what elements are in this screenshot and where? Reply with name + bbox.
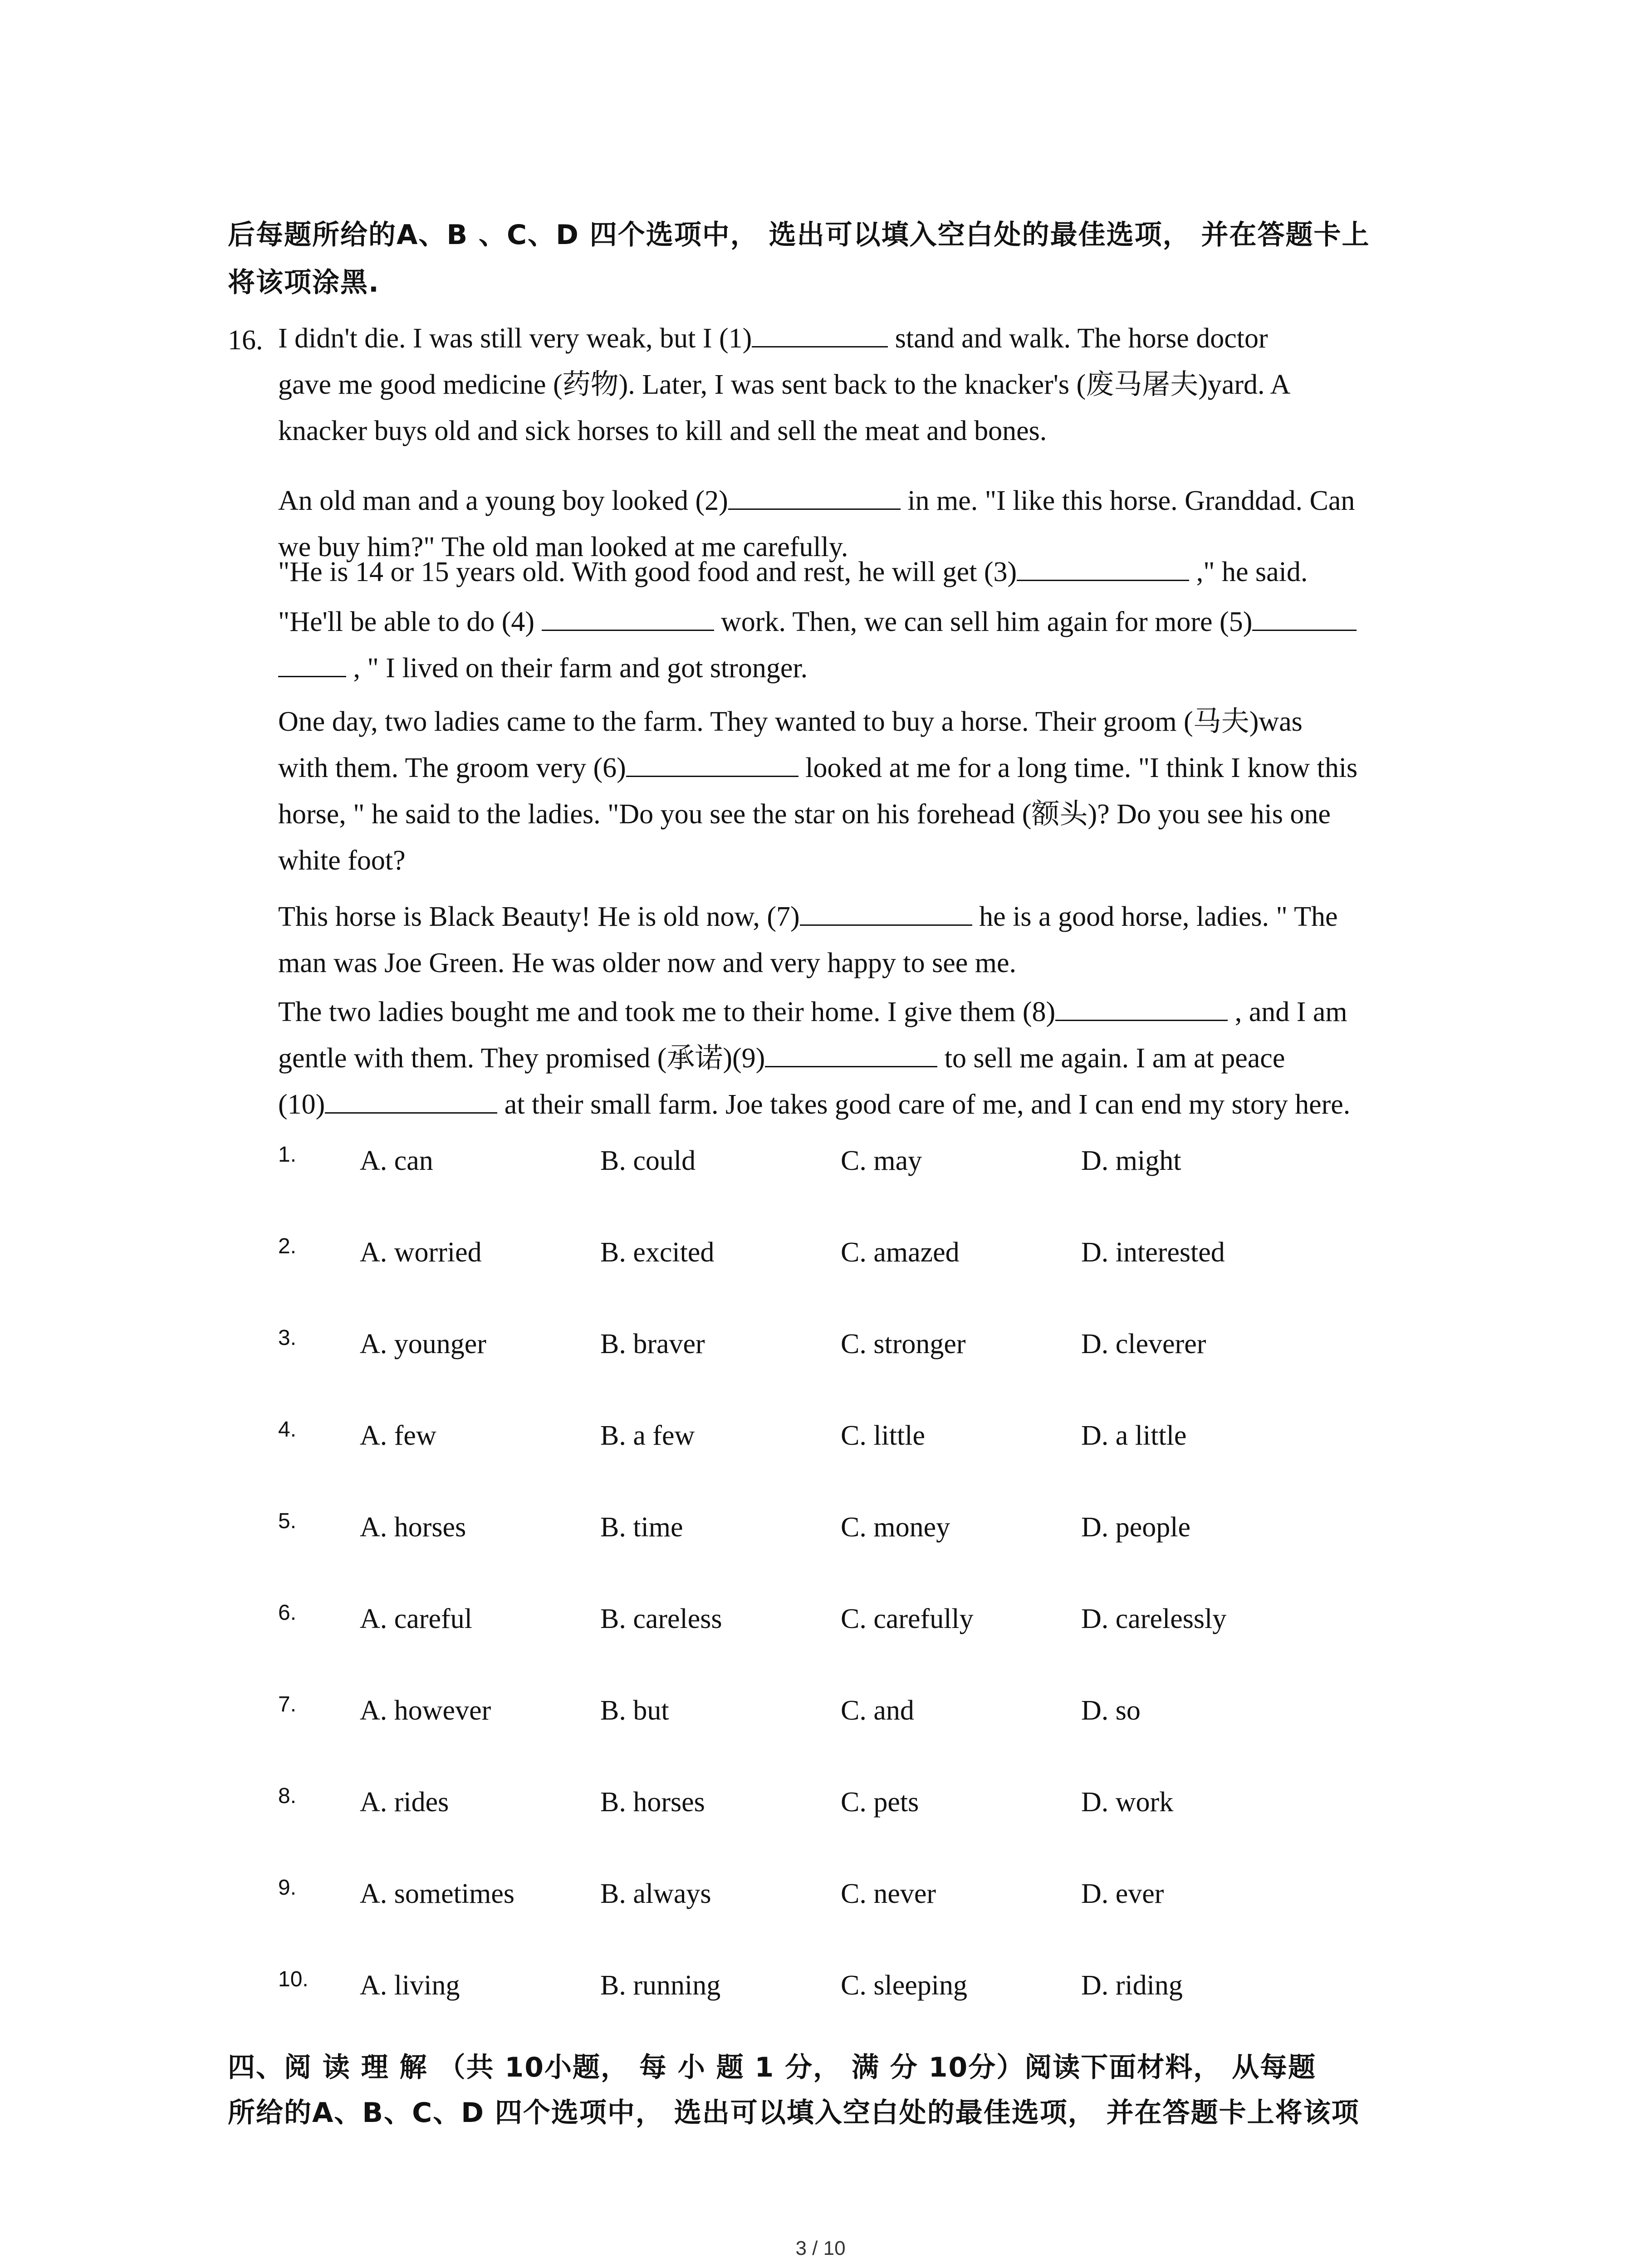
option-row bbox=[278, 1234, 1412, 1277]
answer-blank bbox=[278, 648, 346, 677]
option-c[interactable]: C. amazed bbox=[841, 1237, 960, 1268]
option-b[interactable]: B. careless bbox=[600, 1603, 722, 1634]
passage-text: gave me good medicine (药物). Later, I was sent back to the knacker's (废马屠夫)yard. A bbox=[278, 369, 1291, 400]
page-number: 3 / 10 bbox=[795, 2237, 846, 2259]
passage-text: he is a good horse, ladies. " The bbox=[972, 901, 1338, 932]
option-row bbox=[278, 1603, 1412, 1644]
option-b[interactable]: B. a few bbox=[600, 1420, 695, 1451]
option-row bbox=[278, 1786, 1412, 1827]
option-c[interactable]: C. stronger bbox=[841, 1329, 966, 1359]
answer-blank bbox=[542, 601, 714, 631]
option-c[interactable]: C. little bbox=[841, 1420, 925, 1451]
option-b[interactable]: B. always bbox=[600, 1878, 711, 1909]
option-c[interactable]: C. sleeping bbox=[841, 1970, 967, 2001]
option-a[interactable]: A. few bbox=[360, 1420, 436, 1451]
passage-text: This horse is Black Beauty! He is old now, (7) bbox=[278, 901, 800, 932]
option-b[interactable]: B. excited bbox=[600, 1237, 715, 1268]
instruction-line-1: 后每题所给的A、B 、C、D 四个选项中， 选出可以填入空白处的最佳选项， 并在答题卡上 bbox=[228, 219, 1370, 251]
passage-text: we buy him?" The old man looked at me carefully. bbox=[278, 532, 848, 562]
answer-blank bbox=[626, 748, 798, 777]
option-d[interactable]: D. a little bbox=[1081, 1420, 1187, 1451]
passage-text: ," he said. bbox=[1189, 557, 1308, 587]
option-d[interactable]: D. so bbox=[1081, 1695, 1141, 1726]
instruction-line-2: 将该项涂黑. bbox=[228, 267, 380, 298]
option-d[interactable]: D. work bbox=[1081, 1787, 1174, 1818]
option-a[interactable]: A. sometimes bbox=[360, 1878, 514, 1909]
question-number: 16. bbox=[228, 325, 263, 356]
option-a[interactable]: A. younger bbox=[360, 1329, 486, 1359]
passage-text: knacker buys old and sick horses to kill and sell the meat and bones. bbox=[278, 415, 1047, 446]
option-d[interactable]: D. might bbox=[1081, 1145, 1181, 1176]
answer-blank bbox=[728, 480, 901, 510]
answer-blank bbox=[1252, 601, 1357, 631]
option-a[interactable]: A. horses bbox=[360, 1512, 466, 1543]
option-c[interactable]: C. pets bbox=[841, 1787, 919, 1818]
passage-paragraph bbox=[278, 599, 1503, 691]
option-c[interactable]: C. and bbox=[841, 1695, 914, 1726]
passage-text: horse, " he said to the ladies. "Do you see the star on his forehead (额头)? Do you see his one bbox=[278, 799, 1331, 830]
passage-paragraph bbox=[278, 549, 1503, 595]
option-row bbox=[278, 1878, 1412, 1919]
passage-paragraph bbox=[278, 699, 1503, 884]
passage-text: work. Then, we can sell him again for more (5) bbox=[714, 606, 1253, 637]
option-row bbox=[278, 1967, 1412, 2010]
passage-text: white foot? bbox=[278, 845, 406, 876]
option-a[interactable]: A. rides bbox=[360, 1787, 449, 1818]
section-four-line-2: 所给的A、B、C、D 四个选项中， 选出可以填入空白处的最佳选项， 并在答题卡上将该项 bbox=[228, 2097, 1360, 2129]
option-b[interactable]: B. running bbox=[600, 1970, 721, 2001]
answer-blank bbox=[752, 318, 888, 347]
option-row bbox=[278, 1145, 1412, 1186]
passage-text: One day, two ladies came to the farm. They wanted to buy a horse. Their groom (马夫)was bbox=[278, 706, 1303, 737]
option-number: 8. bbox=[278, 1784, 297, 1808]
option-a[interactable]: A. worried bbox=[360, 1237, 482, 1268]
passage-text: "He'll be able to do (4) bbox=[278, 606, 542, 637]
option-b[interactable]: B. but bbox=[600, 1695, 669, 1726]
option-row bbox=[278, 1511, 1412, 1552]
option-number: 1. bbox=[278, 1143, 297, 1167]
passage-text: in me. "I like this horse. Granddad. Can bbox=[900, 485, 1355, 516]
passage-text: man was Joe Green. He was older now and very happy to see me. bbox=[278, 948, 1016, 978]
passage-text: An old man and a young boy looked (2) bbox=[278, 485, 728, 516]
passage-paragraph bbox=[278, 894, 1503, 986]
option-c[interactable]: C. never bbox=[841, 1878, 936, 1909]
passage-paragraph bbox=[278, 315, 1503, 454]
section-four-line-1: 四、阅 读 理 解 （共 10小题， 每 小 题 1 分， 满 分 10分）阅读下面材料， 从每题 bbox=[228, 2052, 1317, 2083]
option-number: 6. bbox=[278, 1601, 297, 1625]
passage-text: to sell me again. I am at peace bbox=[937, 1043, 1285, 1074]
option-number: 3. bbox=[278, 1326, 297, 1350]
option-d[interactable]: D. ever bbox=[1081, 1878, 1164, 1909]
option-number: 4. bbox=[278, 1418, 297, 1442]
option-c[interactable]: C. may bbox=[841, 1145, 922, 1176]
answer-blank bbox=[1055, 992, 1228, 1021]
answer-blank bbox=[1017, 552, 1189, 581]
passage-text: The two ladies bought me and took me to their home. I give them (8) bbox=[278, 997, 1056, 1027]
passage-text: I didn't die. I was still very weak, but I (1) bbox=[278, 323, 752, 354]
option-b[interactable]: B. braver bbox=[600, 1329, 705, 1359]
option-b[interactable]: B. could bbox=[600, 1145, 696, 1176]
option-d[interactable]: D. interested bbox=[1081, 1237, 1225, 1268]
passage-text: with them. The groom very (6) bbox=[278, 753, 626, 783]
option-row bbox=[278, 1692, 1412, 1735]
option-c[interactable]: C. carefully bbox=[841, 1603, 974, 1634]
option-number: 2. bbox=[278, 1234, 297, 1258]
passage-text: gentle with them. They promised (承诺)(9) bbox=[278, 1043, 765, 1074]
answer-blank bbox=[800, 896, 972, 926]
passage-text: "He is 14 or 15 years old. With good food and rest, he will get (3) bbox=[278, 557, 1017, 587]
option-number: 7. bbox=[278, 1692, 297, 1716]
option-a[interactable]: A. can bbox=[360, 1145, 433, 1176]
option-number: 5. bbox=[278, 1509, 297, 1533]
option-d[interactable]: D. people bbox=[1081, 1512, 1191, 1543]
option-number: 9. bbox=[278, 1876, 297, 1900]
option-d[interactable]: D. carelessly bbox=[1081, 1603, 1227, 1634]
answer-blank bbox=[765, 1038, 937, 1067]
passage-text: looked at me for a long time. "I think I know this bbox=[798, 753, 1358, 783]
option-b[interactable]: B. horses bbox=[600, 1787, 705, 1818]
option-row bbox=[278, 1420, 1412, 1461]
option-d[interactable]: D. riding bbox=[1081, 1970, 1183, 2001]
option-number: 10. bbox=[278, 1967, 309, 1991]
passage-text: , " I lived on their farm and got stronger. bbox=[346, 653, 808, 684]
passage-paragraph bbox=[278, 989, 1503, 1128]
passage-text: , and I am bbox=[1228, 997, 1347, 1027]
option-c[interactable]: C. money bbox=[841, 1512, 950, 1543]
option-a[interactable]: A. however bbox=[360, 1695, 491, 1726]
passage-text: (10) bbox=[278, 1089, 325, 1120]
option-row bbox=[278, 1328, 1412, 1369]
option-b[interactable]: B. time bbox=[600, 1512, 683, 1543]
option-d[interactable]: D. cleverer bbox=[1081, 1329, 1206, 1359]
option-a[interactable]: A. careful bbox=[360, 1603, 472, 1634]
answer-blank bbox=[325, 1084, 497, 1114]
passage-text: stand and walk. The horse doctor bbox=[888, 323, 1268, 354]
passage-text: at their small farm. Joe takes good care of me, and I can end my story here. bbox=[497, 1089, 1351, 1120]
option-a[interactable]: A. living bbox=[360, 1970, 460, 2001]
